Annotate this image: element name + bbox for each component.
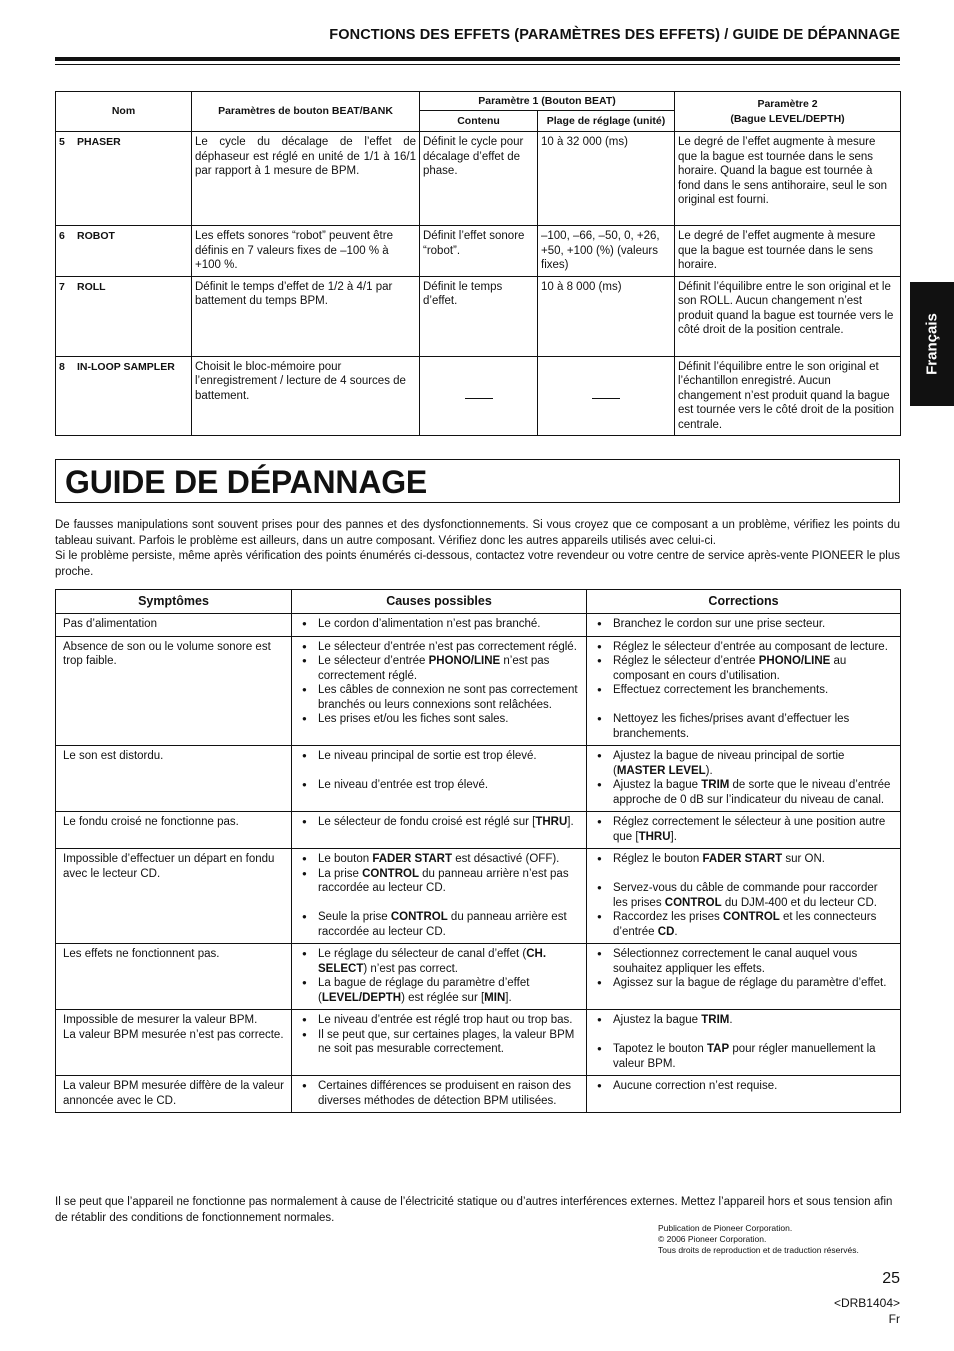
- text-segment: Effectuez correctement les branchements.: [613, 684, 829, 696]
- table-row: [56, 276, 901, 356]
- symptom-cell: [56, 636, 292, 746]
- symptom-text: Le fondu croisé ne fonctionne pas.: [63, 816, 239, 828]
- intro-paragraph: De fausses manipulations sont souvent prises pour des pannes et des dysfonctionnements. Si vous croyez que ce composant a un problème, vérifiez les points du tableau suivant. Parfois le problème est ailleurs, dans un autre composant. Vérifiez donc les autres appareils utilisés avec celui-ci.: [55, 519, 900, 547]
- bold-term: TRIM: [701, 1014, 730, 1026]
- cause-item: [298, 947, 580, 976]
- header-rule-thin: [55, 64, 900, 65]
- text-segment: Le niveau principal de sortie est trop élevé.: [318, 750, 537, 762]
- cause-cell: [292, 1076, 587, 1113]
- text-segment: Sélectionnez correctement le canal auquel vous souhaitez appliquer les effets.: [613, 948, 858, 975]
- col-header-corrections: Corrections: [587, 590, 901, 614]
- cause-item: [298, 910, 580, 939]
- intro-paragraph: Si le problème persiste, même après vérification des points énumérés ci-dessous, contactez votre revendeur ou votre centre de service après-vente PIONEER le plus proche.: [55, 550, 900, 578]
- correction-cell: [587, 812, 901, 849]
- text-segment: Le niveau d’entrée est trop élevé.: [318, 779, 489, 791]
- text-segment: du panneau arrière n’est pas raccordée au lecteur CD.: [318, 867, 569, 894]
- text-segment: Nettoyez les fiches/prises avant d’effectuer les branchements.: [613, 713, 850, 740]
- text-segment: La bague de réglage du paramètre d’effet (: [318, 977, 530, 1004]
- text-segment: ].: [670, 830, 677, 843]
- text-segment: et les connecteurs d’entrée: [613, 911, 877, 938]
- text-segment: Réglez le sélecteur d’entrée au composant de lecture.: [613, 640, 888, 653]
- text-segment: Branchez le cordon sur une prise secteur.: [613, 618, 826, 630]
- text-segment: ) est réglée sur [: [401, 991, 485, 1004]
- cause-cell: [292, 746, 587, 812]
- table-row: [56, 1076, 901, 1113]
- text-segment: pour régler manuellement la valeur BPM.: [613, 1043, 876, 1070]
- document-code: [780, 1295, 900, 1327]
- text-segment: n’est pas correctement réglé.: [318, 655, 550, 682]
- cause-cell: [292, 1010, 587, 1076]
- text-segment: ].: [567, 816, 574, 828]
- cause-item: [298, 815, 580, 830]
- correction-item: [593, 1079, 894, 1094]
- text-segment: au composant en cours d’utilisation.: [613, 655, 847, 682]
- text-segment: Réglez le sélecteur d’entrée: [613, 655, 759, 667]
- text-segment: Ajustez la bague de niveau principal de sortie (: [613, 750, 845, 777]
- spacer: [593, 867, 894, 882]
- correction-item: [593, 712, 894, 741]
- effect-contenu: Définit le temps d’effet.: [420, 276, 538, 356]
- effect-contenu: Définit le cycle pour décalage d’effet de phase.: [420, 132, 538, 226]
- text-segment: Servez-vous du câble de commande pour raccorder les prises: [613, 882, 878, 909]
- text-segment: Aucune correction n’est requise.: [613, 1080, 778, 1092]
- cause-item: [298, 852, 580, 867]
- bold-term: TRIM: [701, 779, 730, 791]
- table-row: [56, 132, 901, 226]
- publication-line: Tous droits de reproduction et de traduction réservés.: [658, 1245, 859, 1255]
- cause-item: [298, 640, 580, 655]
- text-segment: Ajustez la bague: [613, 779, 702, 791]
- effect-param2: Le degré de l’effet augmente à mesure que la bague est tournée dans le sens horaire.: [675, 226, 901, 277]
- effect-param2: Le degré de l’effet augmente à mesure que la bague est tournée dans le sens horaire. Quand la bague est tournée à fond dans le sens antihoraire, seul le son original est fourni.: [675, 132, 901, 226]
- col-header-param1: Paramètre 1 (Bouton BEAT): [420, 92, 675, 111]
- text-segment: .: [729, 1014, 733, 1026]
- symptom-cell: [56, 812, 292, 849]
- col-header-contenu: Contenu: [420, 111, 538, 132]
- text-segment: Le niveau d’entrée est réglé trop haut ou trop bas.: [318, 1014, 573, 1026]
- effect-contenu-empty: [420, 356, 538, 436]
- bold-term: MASTER LEVEL: [616, 764, 706, 777]
- troubleshooting-table: [55, 589, 901, 1113]
- language-code: Fr: [888, 1312, 900, 1326]
- text-segment: Le cordon d’alimentation n’est pas branché.: [318, 618, 541, 630]
- correction-item: [593, 683, 894, 698]
- bold-term: CONTROL: [664, 896, 722, 909]
- cause-item: [298, 1013, 580, 1028]
- dash-mark: [465, 398, 493, 399]
- table-row: [56, 226, 901, 277]
- symptom-cell: [56, 1010, 292, 1076]
- symptom-text: Absence de son ou le volume sonore est trop faible.: [63, 640, 271, 667]
- section-title-box: [55, 459, 900, 503]
- text-segment: Réglez correctement le sélecteur à une position autre que [: [613, 816, 886, 843]
- text-segment: Le sélecteur d’entrée: [318, 655, 429, 667]
- cause-item: [298, 617, 580, 632]
- bold-term: CH. SELECT: [318, 948, 547, 975]
- effect-beat-bank: Choisit le bloc-mémoire pour l’enregistrement / lecture de 4 sources de battement.: [192, 356, 420, 436]
- cause-cell: [292, 944, 587, 1010]
- text-segment: Le bouton: [318, 853, 373, 865]
- bold-term: PHONO/LINE: [428, 655, 501, 667]
- spacer: [593, 1028, 894, 1043]
- table-row: [56, 812, 901, 849]
- col-header-symptomes: Symptômes: [56, 590, 292, 614]
- effect-contenu: Définit l’effet sonore “robot”.: [420, 226, 538, 277]
- col-header-param2-line2: (Bague LEVEL/DEPTH): [730, 112, 845, 125]
- intro-text: [55, 518, 900, 580]
- effect-plage: 10 à 8 000 (ms): [538, 276, 675, 356]
- text-segment: est désactivé (OFF).: [452, 853, 560, 865]
- symptom-cell: [56, 746, 292, 812]
- cause-cell: [292, 849, 587, 944]
- cause-item: [298, 1028, 580, 1057]
- correction-cell: [587, 849, 901, 944]
- text-segment: Les prises et/ou les fiches sont sales.: [318, 713, 509, 725]
- effect-beat-bank: Les effets sonores “robot” peuvent être définis en 7 valeurs fixes de –100 % à +100 %.: [192, 226, 420, 277]
- col-header-causes: Causes possibles: [292, 590, 587, 614]
- effect-plage-empty: [538, 356, 675, 436]
- symptom-cell: [56, 1076, 292, 1113]
- symptom-text: La valeur BPM mesurée diffère de la valeur annoncée avec le CD.: [63, 1080, 284, 1107]
- correction-item: [593, 1013, 894, 1028]
- correction-cell: [587, 1076, 901, 1113]
- spacer: [593, 698, 894, 713]
- publication-line: © 2006 Pioneer Corporation.: [658, 1234, 767, 1244]
- col-header-param2: [675, 92, 901, 132]
- cause-item: [298, 712, 580, 727]
- effect-name: 5 PHASER: [56, 132, 192, 226]
- effect-beat-bank: Définit le temps d’effet de 1/2 à 4/1 par battement du temps BPM.: [192, 276, 420, 356]
- correction-item: [593, 1042, 894, 1071]
- col-header-beat-bank: Paramètres de bouton BEAT/BANK: [192, 92, 420, 132]
- section-title: GUIDE DE DÉPANNAGE: [65, 464, 428, 500]
- symptom-cell: [56, 849, 292, 944]
- correction-item: [593, 654, 894, 683]
- cause-item: [298, 867, 580, 896]
- text-segment: Agissez sur la bague de réglage du paramètre d’effet.: [613, 977, 887, 989]
- col-header-param2-line1: Paramètre 2: [757, 98, 818, 110]
- correction-item: [593, 749, 894, 778]
- symptom-text: Pas d’alimentation: [63, 618, 157, 630]
- text-segment: sur ON.: [782, 853, 825, 865]
- footer-note-text: Il se peut que l’appareil ne fonctionne pas normalement à cause de l’électricité statique ou d’autres interférences externes. Mettez l’appareil hors et sous tension afin de rétablir des conditions de fonctionnement normales.: [55, 1196, 893, 1224]
- bold-term: MIN: [484, 991, 506, 1004]
- correction-item: [593, 617, 894, 632]
- bold-term: FADER START: [702, 853, 783, 865]
- page-header-title: FONCTIONS DES EFFETS (PARAMÈTRES DES EFFETS) / GUIDE DE DÉPANNAGE: [329, 27, 900, 43]
- text-segment: de sorte que le niveau d’entrée approche de 0 dB sur l’indicateur du niveau de canal.: [613, 779, 891, 806]
- correction-item: [593, 976, 894, 991]
- table-row: [56, 944, 901, 1010]
- correction-item: [593, 881, 894, 910]
- table-row: [56, 746, 901, 812]
- effect-name: 6 ROBOT: [56, 226, 192, 277]
- page-number: 25: [882, 1270, 900, 1287]
- cause-item: [298, 1079, 580, 1108]
- effect-param2: Définit l’équilibre entre le son original et l’échantillon enregistré. Aucun changement n’est produit quand la bague est tournée vers le côté droit de la position centrale.: [675, 356, 901, 436]
- text-segment: Le réglage du sélecteur de canal d’effet (: [318, 948, 527, 960]
- effect-param2: Définit l’équilibre entre le son original et le son ROLL. Aucun changement n’est produit quand la bague est tournée vers le côté droit de la position centrale.: [675, 276, 901, 356]
- text-segment: du panneau arrière est raccordée au lecteur CD.: [318, 911, 567, 938]
- cause-item: [298, 778, 580, 793]
- doc-code: <DRB1404>: [833, 1296, 900, 1310]
- effect-plage: 10 à 32 000 (ms): [538, 132, 675, 226]
- correction-cell: [587, 614, 901, 637]
- bold-term: CONTROL: [390, 911, 448, 923]
- footer-note: [55, 1195, 900, 1226]
- text-segment: ].: [505, 991, 512, 1004]
- text-segment: .: [674, 925, 678, 938]
- symptom-text: Impossible d’effectuer un départ en fondu avec le lecteur CD.: [63, 853, 275, 880]
- text-segment: Tapotez le bouton: [613, 1043, 707, 1055]
- table-row: [56, 1010, 901, 1076]
- dash-mark: [592, 398, 620, 399]
- cause-cell: [292, 812, 587, 849]
- table-row: [56, 636, 901, 746]
- effect-name: 7 ROLL: [56, 276, 192, 356]
- text-segment: Il se peut que, sur certaines plages, la valeur BPM ne soit pas mesurable correctement.: [318, 1028, 575, 1055]
- text-segment: Certaines différences se produisent en raison des diverses méthodes de détection BPM utilisées.: [318, 1080, 571, 1107]
- symptom-text: Les effets ne fonctionnent pas.: [63, 948, 220, 960]
- bold-term: THRU: [535, 816, 568, 828]
- correction-item: [593, 947, 894, 976]
- cause-cell: [292, 614, 587, 637]
- correction-item: [593, 910, 894, 939]
- bold-term: CONTROL: [362, 867, 419, 880]
- language-tab: [910, 282, 954, 406]
- bold-term: CONTROL: [722, 911, 780, 923]
- table-row: [56, 849, 901, 944]
- correction-item: [593, 640, 894, 655]
- col-header-nom: Nom: [56, 92, 192, 132]
- cause-item: [298, 976, 580, 1005]
- col-header-plage: Plage de réglage (unité): [538, 111, 675, 132]
- cause-cell: [292, 636, 587, 746]
- symptom-text: La valeur BPM mesurée n’est pas correcte.: [63, 1028, 284, 1041]
- text-segment: Ajustez la bague: [613, 1014, 702, 1026]
- table-row: [56, 356, 901, 436]
- effect-beat-bank: Le cycle du décalage de l’effet de déphaseur est réglé en unité de 1/1 à 16/1 par rapport à 1 mesure de BPM.: [192, 132, 420, 226]
- spacer: [298, 896, 580, 911]
- symptom-cell: [56, 944, 292, 1010]
- header-rule-thick: [55, 57, 900, 61]
- cause-item: [298, 749, 580, 764]
- symptom-text: Impossible de mesurer la valeur BPM.: [63, 1014, 258, 1026]
- correction-cell: [587, 944, 901, 1010]
- effect-name: 8 IN-LOOP SAMPLER: [56, 356, 192, 436]
- effects-parameter-table: [55, 91, 901, 436]
- text-segment: Le sélecteur de fondu croisé est réglé sur [: [318, 816, 536, 828]
- symptom-text: Le son est distordu.: [63, 750, 164, 762]
- correction-cell: [587, 1010, 901, 1076]
- text-segment: Les câbles de connexion ne sont pas correctement branchés ou leurs connexions sont relâchées.: [318, 684, 578, 711]
- text-segment: du DJM-400 et du lecteur CD.: [721, 896, 877, 909]
- publication-line: Publication de Pioneer Corporation.: [658, 1223, 793, 1233]
- bold-term: TAP: [707, 1043, 730, 1055]
- bold-term: CD: [657, 925, 675, 938]
- correction-item: [593, 815, 894, 844]
- correction-item: [593, 852, 894, 867]
- bold-term: FADER START: [372, 853, 453, 865]
- text-segment: ) n’est pas correct.: [363, 962, 458, 975]
- table-row: [56, 614, 901, 637]
- text-segment: La prise: [318, 867, 363, 880]
- text-segment: ).: [705, 764, 713, 777]
- text-segment: Le sélecteur d’entrée n’est pas correctement réglé.: [318, 640, 577, 653]
- bold-term: LEVEL/DEPTH: [321, 991, 402, 1004]
- correction-cell: [587, 746, 901, 812]
- text-segment: Réglez le bouton: [613, 853, 703, 865]
- bold-term: THRU: [638, 830, 671, 843]
- cause-item: [298, 654, 580, 683]
- spacer: [298, 764, 580, 779]
- effect-plage: –100, –66, –50, 0, +26, +50, +100 (%) (valeurs fixes): [538, 226, 675, 277]
- cause-item: [298, 683, 580, 712]
- text-segment: Seule la prise: [318, 911, 391, 923]
- language-tab-label: Français: [923, 313, 941, 375]
- correction-item: [593, 778, 894, 807]
- bold-term: PHONO/LINE: [758, 655, 831, 667]
- symptom-cell: [56, 614, 292, 637]
- publication-info: [658, 1223, 859, 1256]
- text-segment: Raccordez les prises: [613, 911, 723, 923]
- correction-cell: [587, 636, 901, 746]
